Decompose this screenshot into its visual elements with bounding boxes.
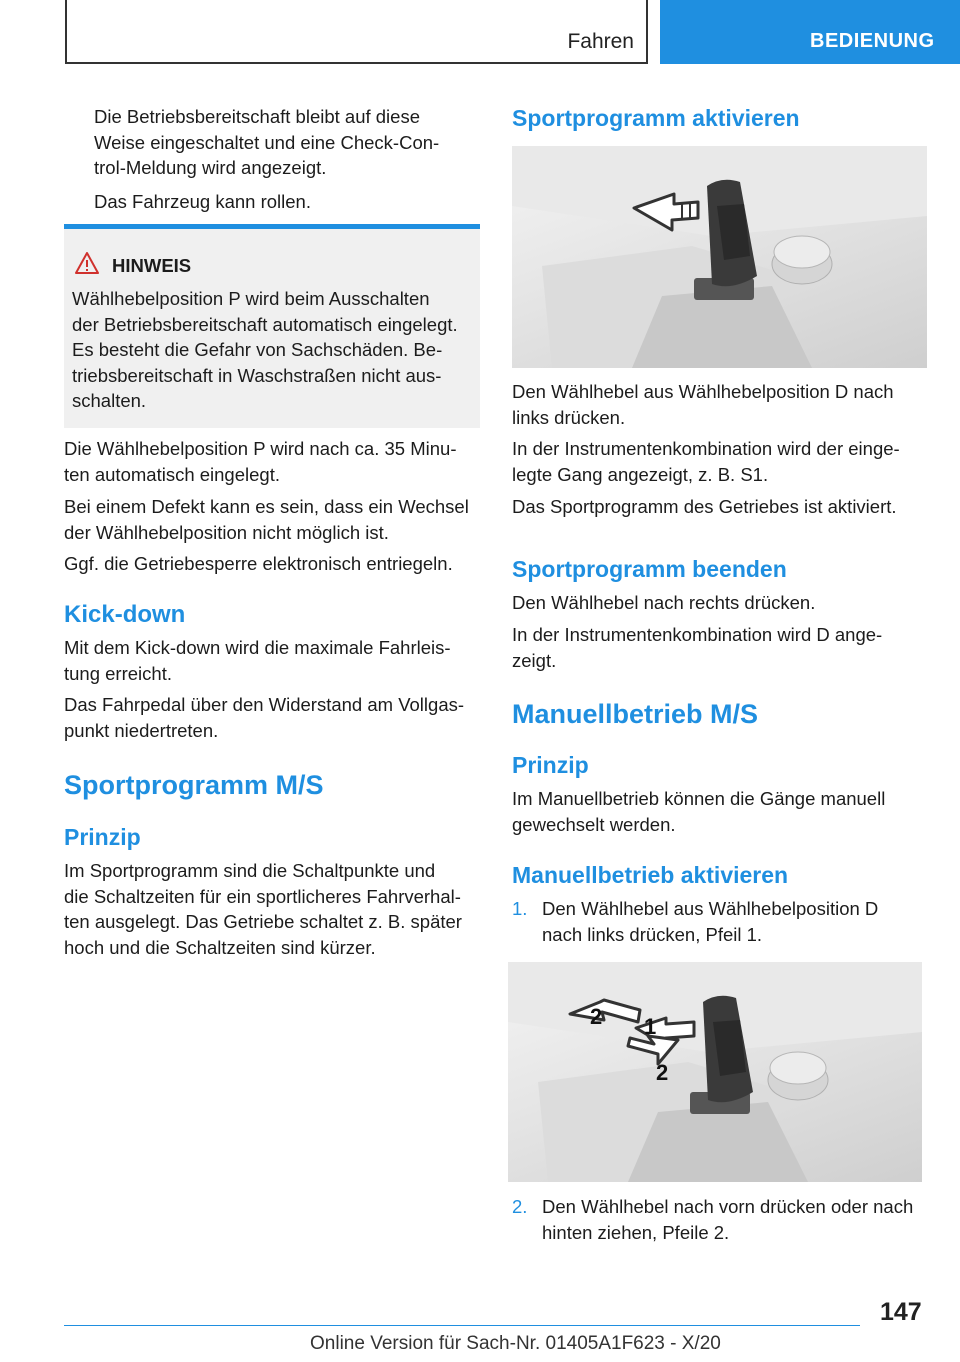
manual-activate-heading: Manuellbetrieb aktivieren (512, 862, 789, 888)
header-chapter-tab (660, 0, 960, 64)
sport-activate-paragraph-2: In der Instrumentenkombination wird der einge‐ legte Gang angezeigt, z. B. S1. (512, 438, 900, 485)
footer-online-version: Online Version für Sach-Nr. 01405A1F623 - X/20 (310, 1333, 721, 1354)
manual-prinzip-paragraph: Im Manuellbetrieb können die Gänge manuell gewechselt werden. (512, 788, 886, 835)
step-2-number: 2. (512, 1196, 528, 1217)
manual-heading: Manuellbetrieb M/S (512, 699, 759, 729)
sport-end-heading: Sportprogramm beenden (512, 556, 787, 582)
sport-ms-heading: Sportprogramm M/S (64, 770, 324, 800)
sport-prinzip-heading: Prinzip (64, 824, 141, 850)
paragraph-p-auto: Die Wählhebelposition P wird nach ca. 35 Minu‐ ten automatisch eingelegt. (64, 438, 457, 485)
kickdown-heading: Kick-down (64, 601, 186, 628)
sport-end-paragraph-1: Den Wählhebel nach rechts drücken. (512, 592, 816, 613)
figure-label-1: 1 (644, 1014, 657, 1039)
sport-activate-paragraph-1: Den Wählhebel aus Wählhebelposition D nach links drücken. (512, 381, 894, 428)
paragraph-defect: Bei einem Defekt kann es sein, dass ein Wechsel der Wählhebelposition nicht möglich ist. (64, 496, 469, 543)
kickdown-paragraph-1: Mit dem Kick-down wird die maximale Fahrleis‐ tung erreicht. (64, 637, 451, 684)
gear-lever-illustration (512, 146, 927, 368)
manual-prinzip-heading: Prinzip (512, 752, 589, 778)
sport-activate-heading: Sportprogramm aktivieren (512, 105, 800, 131)
gear-lever-arrows-image (508, 962, 922, 1182)
figure-label-2-top: 2 (590, 1004, 603, 1029)
header-section-box (65, 0, 648, 64)
footer-divider (64, 1325, 860, 1326)
header-section-label: Fahren (567, 30, 634, 53)
step-2: 2. Den Wählhebel nach vorn drücken oder nach hinten ziehen, Pfeile 2. (512, 1196, 914, 1243)
figure-label-2-bottom: 2 (656, 1060, 669, 1085)
sport-end-paragraph-2: In der Instrumentenkombination wird D ange‐ zeigt. (512, 624, 883, 671)
page-number: 147 (880, 1298, 922, 1326)
sport-prinzip-paragraph: Im Sportprogramm sind die Schaltpunkte und die Schaltzeiten für ein sportlicheres Fahrverhal‐ ten ausgelegt. Das Getriebe schaltet z. B. später hoch und die Schaltzeiten sind kürzer. (64, 860, 462, 958)
step-1: 1. Den Wählhebel aus Wählhebelposition D nach links drücken, Pfeil 1. (512, 898, 879, 945)
step-1-number: 1. (512, 898, 528, 919)
sport-activate-paragraph-3: Das Sportprogramm des Getriebes ist aktiviert. (512, 496, 897, 517)
gear-lever-arrows-illustration (508, 962, 922, 1182)
warning-triangle-icon (74, 251, 100, 275)
notice-body: Wählhebelposition P wird beim Ausschalten der Betriebsbereitschaft automatisch eingelegt. Es besteht die Gefahr von Sachschäden. Be‐ triebsbereitschaft in Waschstraßen nicht aus‐ schalten. (72, 288, 458, 411)
intro-paragraph-2: Das Fahrzeug kann rollen. (94, 191, 311, 212)
gear-lever-image (512, 146, 927, 368)
notice-box (64, 224, 480, 428)
paragraph-unlock: Ggf. die Getriebesperre elektronisch entriegeln. (64, 553, 453, 574)
intro-paragraph: Die Betriebsbereitschaft bleibt auf diese Weise eingeschaltet und eine Check-Con‐ trol-Meldung wird angezeigt. (94, 106, 440, 178)
header-chapter-label: BEDIENUNG (810, 30, 935, 52)
notice-title: HINWEIS (112, 255, 192, 276)
kickdown-paragraph-2: Das Fahrpedal über den Widerstand am Vollgas‐ punkt niedertreten. (64, 694, 465, 741)
